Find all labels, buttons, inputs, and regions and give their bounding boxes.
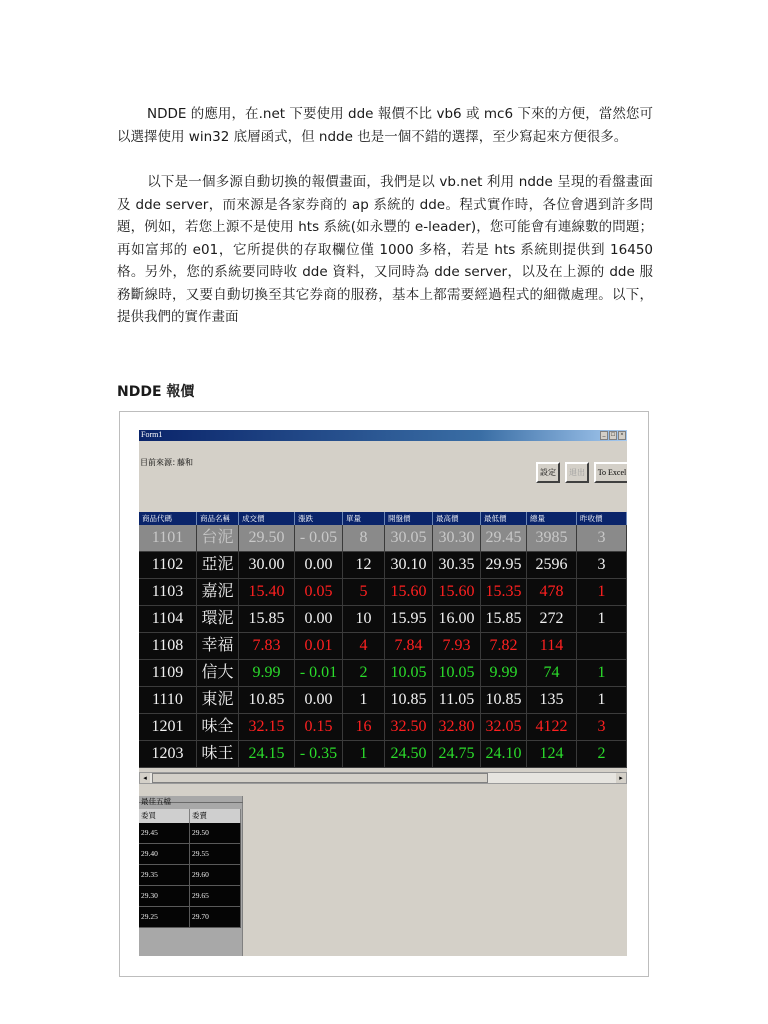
arrow-left-icon[interactable]: ◂ <box>140 773 150 783</box>
cell-ask: 29.50 <box>190 823 241 843</box>
cell-open: 10.85 <box>385 687 433 713</box>
best-five-panel <box>139 796 243 956</box>
cell-total: 114 <box>527 633 577 659</box>
bid-header: 委買 <box>139 809 190 823</box>
cell-change: - 0.35 <box>295 741 343 767</box>
best-five-header <box>139 809 241 823</box>
table-row[interactable] <box>139 579 627 606</box>
cell-ask: 29.70 <box>190 907 241 927</box>
cell-low: 9.99 <box>481 660 527 686</box>
cell-name: 亞泥 <box>197 552 239 578</box>
column-header[interactable]: 漲跌 <box>295 512 343 525</box>
cell-change: - 0.05 <box>295 525 343 551</box>
cell-change: 0.00 <box>295 606 343 632</box>
cell-bid: 29.25 <box>139 907 190 927</box>
cell-open: 30.10 <box>385 552 433 578</box>
cell-open: 30.05 <box>385 525 433 551</box>
cell-total: 74 <box>527 660 577 686</box>
close-button[interactable]: × <box>618 431 626 440</box>
cell-total: 135 <box>527 687 577 713</box>
cell-open: 10.05 <box>385 660 433 686</box>
cell-name: 嘉泥 <box>197 579 239 605</box>
cell-total: 2596 <box>527 552 577 578</box>
cell-price: 32.15 <box>239 714 295 740</box>
cell-code: 1104 <box>139 606 197 632</box>
cell-code: 1101 <box>139 525 197 551</box>
cell-name: 幸福 <box>197 633 239 659</box>
cell-high: 10.05 <box>433 660 481 686</box>
cell-last: 1 <box>577 579 627 605</box>
cell-price: 24.15 <box>239 741 295 767</box>
cell-code: 1108 <box>139 633 197 659</box>
maximize-button[interactable]: □ <box>609 431 617 440</box>
table-row[interactable] <box>139 687 627 714</box>
paragraph-intro <box>117 103 653 148</box>
cell-price: 29.50 <box>239 525 295 551</box>
cell-low: 7.82 <box>481 633 527 659</box>
cell-total: 272 <box>527 606 577 632</box>
cell-total: 4122 <box>527 714 577 740</box>
cell-change: - 0.01 <box>295 660 343 686</box>
cell-price: 30.00 <box>239 552 295 578</box>
cell-price: 9.99 <box>239 660 295 686</box>
column-header[interactable]: 商品代碼 <box>139 512 197 525</box>
cell-low: 15.85 <box>481 606 527 632</box>
cell-open: 15.60 <box>385 579 433 605</box>
cell-last: 2 <box>577 741 627 767</box>
cell-high: 30.30 <box>433 525 481 551</box>
cell-low: 24.10 <box>481 741 527 767</box>
column-header[interactable]: 最高價 <box>433 512 481 525</box>
cell-change: 0.00 <box>295 552 343 578</box>
best-five-title: 最佳五檔 <box>141 797 171 806</box>
table-row[interactable] <box>139 606 627 633</box>
cell-price: 15.85 <box>239 606 295 632</box>
window-titlebar <box>139 430 627 441</box>
column-header[interactable]: 昨收價 <box>577 512 627 525</box>
table-row[interactable] <box>139 525 627 552</box>
best-five-row[interactable] <box>139 865 241 886</box>
cell-name: 味全 <box>197 714 239 740</box>
cell-last: 1 <box>577 606 627 632</box>
cell-price: 10.85 <box>239 687 295 713</box>
cell-high: 15.60 <box>433 579 481 605</box>
cell-open: 15.95 <box>385 606 433 632</box>
cell-code: 1103 <box>139 579 197 605</box>
cell-ask: 29.65 <box>190 886 241 906</box>
cell-last: 3 <box>577 714 627 740</box>
cell-change: 0.15 <box>295 714 343 740</box>
best-five-row[interactable] <box>139 907 241 928</box>
cell-high: 16.00 <box>433 606 481 632</box>
cell-bid: 29.35 <box>139 865 190 885</box>
cell-volume: 16 <box>343 714 385 740</box>
table-row[interactable] <box>139 660 627 687</box>
cell-change: 0.01 <box>295 633 343 659</box>
quote-grid <box>139 512 627 768</box>
window-title: Form1 <box>141 430 163 439</box>
cell-last: 1 <box>577 687 627 713</box>
cell-total: 3985 <box>527 525 577 551</box>
cell-code: 1110 <box>139 687 197 713</box>
exit-button[interactable]: 退出 <box>565 462 589 483</box>
cell-high: 30.35 <box>433 552 481 578</box>
cell-price: 15.40 <box>239 579 295 605</box>
cell-low: 32.05 <box>481 714 527 740</box>
best-five-row[interactable] <box>139 844 241 865</box>
cell-last: 3 <box>577 525 627 551</box>
cell-volume: 4 <box>343 633 385 659</box>
column-header[interactable]: 成交價 <box>239 512 295 525</box>
cell-open: 24.50 <box>385 741 433 767</box>
cell-high: 11.05 <box>433 687 481 713</box>
cell-change: 0.05 <box>295 579 343 605</box>
table-row[interactable] <box>139 633 627 660</box>
source-value: 藤和 <box>177 458 193 467</box>
quote-window <box>139 430 627 956</box>
cell-high: 32.80 <box>433 714 481 740</box>
column-header[interactable]: 商品名稱 <box>197 512 239 525</box>
column-header[interactable]: 總量 <box>527 512 577 525</box>
quote-grid-header <box>139 512 627 525</box>
best-five-row[interactable] <box>139 886 241 907</box>
column-header[interactable]: 開盤價 <box>385 512 433 525</box>
minimize-button[interactable]: _ <box>600 431 608 440</box>
cell-code: 1102 <box>139 552 197 578</box>
to-excel-button[interactable]: To Excel <box>594 462 627 483</box>
cell-low: 10.85 <box>481 687 527 713</box>
paragraph-intro-text: NDDE 的應用，在.net 下要使用 dde 報價不比 vb6 或 mc6 下來的方便，當然您可以選擇使用 win32 底層函式，但 ndde 也是一個不錯的選擇，至少寫起來方便很多。 <box>117 106 653 145</box>
window-controls <box>599 430 627 441</box>
cell-open: 7.84 <box>385 633 433 659</box>
ask-header: 委賣 <box>190 809 241 823</box>
cell-bid: 29.40 <box>139 844 190 864</box>
cell-name: 東泥 <box>197 687 239 713</box>
cell-last <box>577 633 627 659</box>
cell-open: 32.50 <box>385 714 433 740</box>
cell-volume: 5 <box>343 579 385 605</box>
cell-ask: 29.60 <box>190 865 241 885</box>
cell-total: 124 <box>527 741 577 767</box>
paragraph-description-text: 以下是一個多源自動切換的報價畫面，我們是以 vb.net 利用 ndde 呈現的看盤畫面及 dde server，而來源是各家券商的 ap 系統的 dde。程式實作時，各位會遇到許多問題，例如，若您上源不是使用 hts 系統(如永豐的 e-leader)，您可能會有連線數的問題；再如富邦的 e01，它所提供的存取欄位僅 1000 多格，若是 hts 系統則提供到 16450 格。另外，您的系統要同時收 dde 資料，又同時為 dde server，以及在上源的 dde 服務斷線時，又要自動切換至其它券商的服務，基本上都需要經過程式的細微處理。以下，提供我們的實作畫面 <box>117 174 653 325</box>
cell-low: 15.35 <box>481 579 527 605</box>
arrow-right-icon[interactable]: ▸ <box>616 773 626 783</box>
cell-name: 環泥 <box>197 606 239 632</box>
quote-rows <box>139 525 627 768</box>
cell-last: 3 <box>577 552 627 578</box>
cell-volume: 2 <box>343 660 385 686</box>
cell-ask: 29.55 <box>190 844 241 864</box>
table-row[interactable] <box>139 714 627 741</box>
best-five-rows <box>139 823 241 928</box>
cell-volume: 8 <box>343 525 385 551</box>
cell-code: 1109 <box>139 660 197 686</box>
cell-volume: 10 <box>343 606 385 632</box>
cell-total: 478 <box>527 579 577 605</box>
cell-low: 29.45 <box>481 525 527 551</box>
cell-last: 1 <box>577 660 627 686</box>
cell-name: 味王 <box>197 741 239 767</box>
cell-name: 信大 <box>197 660 239 686</box>
horizontal-scrollbar[interactable] <box>139 772 627 784</box>
cell-volume: 1 <box>343 687 385 713</box>
paragraph-description <box>117 171 653 329</box>
cell-change: 0.00 <box>295 687 343 713</box>
table-row[interactable] <box>139 552 627 579</box>
scrollbar-thumb[interactable] <box>152 773 488 783</box>
cell-code: 1201 <box>139 714 197 740</box>
cell-price: 7.83 <box>239 633 295 659</box>
cell-high: 7.93 <box>433 633 481 659</box>
cell-name: 台泥 <box>197 525 239 551</box>
column-header[interactable]: 單量 <box>343 512 385 525</box>
best-five-row[interactable] <box>139 823 241 844</box>
cell-code: 1203 <box>139 741 197 767</box>
cell-volume: 1 <box>343 741 385 767</box>
column-header[interactable]: 最低價 <box>481 512 527 525</box>
cell-bid: 29.45 <box>139 823 190 843</box>
cell-volume: 12 <box>343 552 385 578</box>
cell-high: 24.75 <box>433 741 481 767</box>
cell-bid: 29.30 <box>139 886 190 906</box>
section-heading: NDDE 報價 <box>117 384 195 400</box>
cell-low: 29.95 <box>481 552 527 578</box>
settings-button[interactable]: 設定 <box>536 462 560 483</box>
source-label: 目前來源： <box>140 458 180 467</box>
table-row[interactable] <box>139 741 627 768</box>
